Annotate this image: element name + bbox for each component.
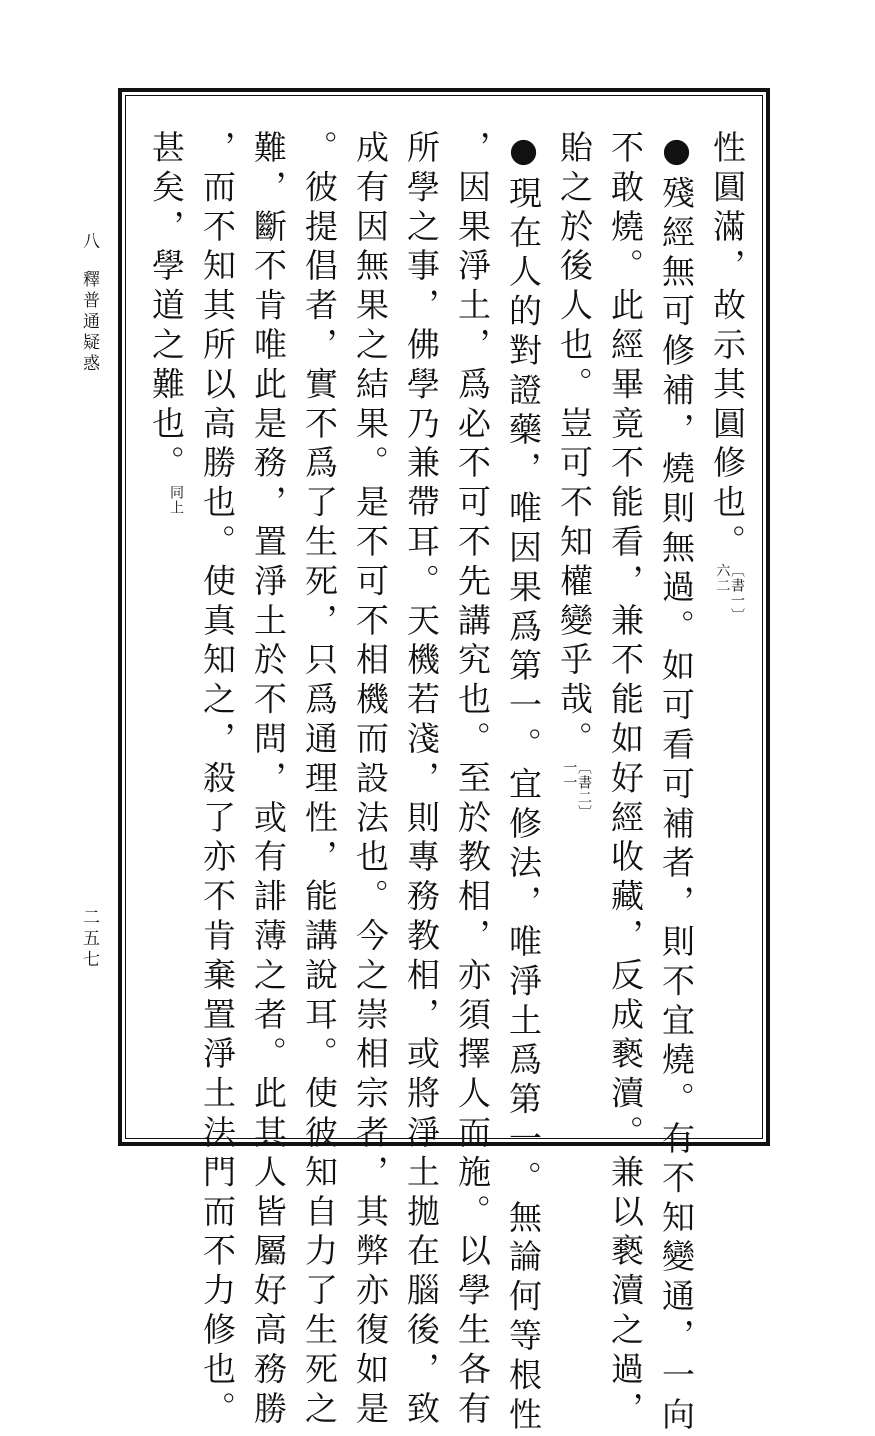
column-text: 難，斷不肯唯此是務，置淨土於不問，或有誹薄之者。此其人皆屬好高務勝	[249, 130, 288, 1431]
column-text: ●殘經無可修補，燒則無過。如可看可補者，則不宜燒。有不知變通，一向	[657, 130, 696, 1436]
text-column-8	[351, 130, 390, 1431]
text-column-1	[708, 130, 747, 624]
column-text: ●現在人的對證藥，唯因果爲第一。宜修法，唯淨土爲第一。無論何等根性	[504, 130, 543, 1436]
text-column-2	[657, 130, 696, 1436]
chapter-title: 釋普通疑惑	[79, 270, 99, 375]
text-column-3	[606, 130, 645, 1431]
citation-page: 一一	[561, 760, 578, 791]
chapter-number: 八	[79, 232, 99, 253]
column-text: 。彼提倡者，實不爲了生死，只爲通理性，能講說耳。使彼知自力了生死之	[300, 130, 339, 1431]
citation-note	[168, 485, 183, 515]
citation-source: 〔書一〕	[729, 563, 745, 624]
citation-source: 同上	[168, 484, 184, 515]
page-number: 二五七	[79, 908, 99, 971]
citation-note	[562, 760, 591, 820]
column-text: 成有因無果之結果。是不可不相機而設法也。今之崇相宗者，其弊亦復如是	[351, 130, 390, 1431]
column-text: 所學之事，佛學乃兼帶耳。天機若淺，則專務教相，或將淨土拋在腦後，致	[402, 130, 441, 1431]
citation-page: 六二	[714, 563, 731, 594]
column-text: ，因果淨土，爲必不可不先講究也。至於教相，亦須擇人而施。以學生各有	[453, 130, 492, 1431]
text-column-7	[402, 130, 441, 1431]
citation-note	[715, 563, 744, 623]
column-text: 甚矣，學道之難也。	[147, 130, 186, 485]
text-column-10	[249, 130, 288, 1431]
text-column-6	[453, 130, 492, 1431]
text-column-5	[504, 130, 543, 1436]
text-column-11	[198, 130, 237, 1431]
column-text: 不敢燒。此經畢竟不能看，兼不能如好經收藏，反成褻瀆。兼以褻瀆之過，	[606, 130, 645, 1431]
text-column-12	[147, 130, 186, 515]
column-text: 貽之於後人也。豈可不知權變乎哉。	[555, 130, 594, 761]
text-column-9	[300, 130, 339, 1431]
citation-source: 〔書二〕	[576, 760, 592, 821]
column-text: 性圓滿，故示其圓修也。	[708, 130, 747, 564]
text-column-4	[555, 130, 594, 821]
column-text: ，而不知其所以高勝也。使真知之，殺了亦不肯棄置淨土法門而不力修也。	[198, 130, 237, 1431]
